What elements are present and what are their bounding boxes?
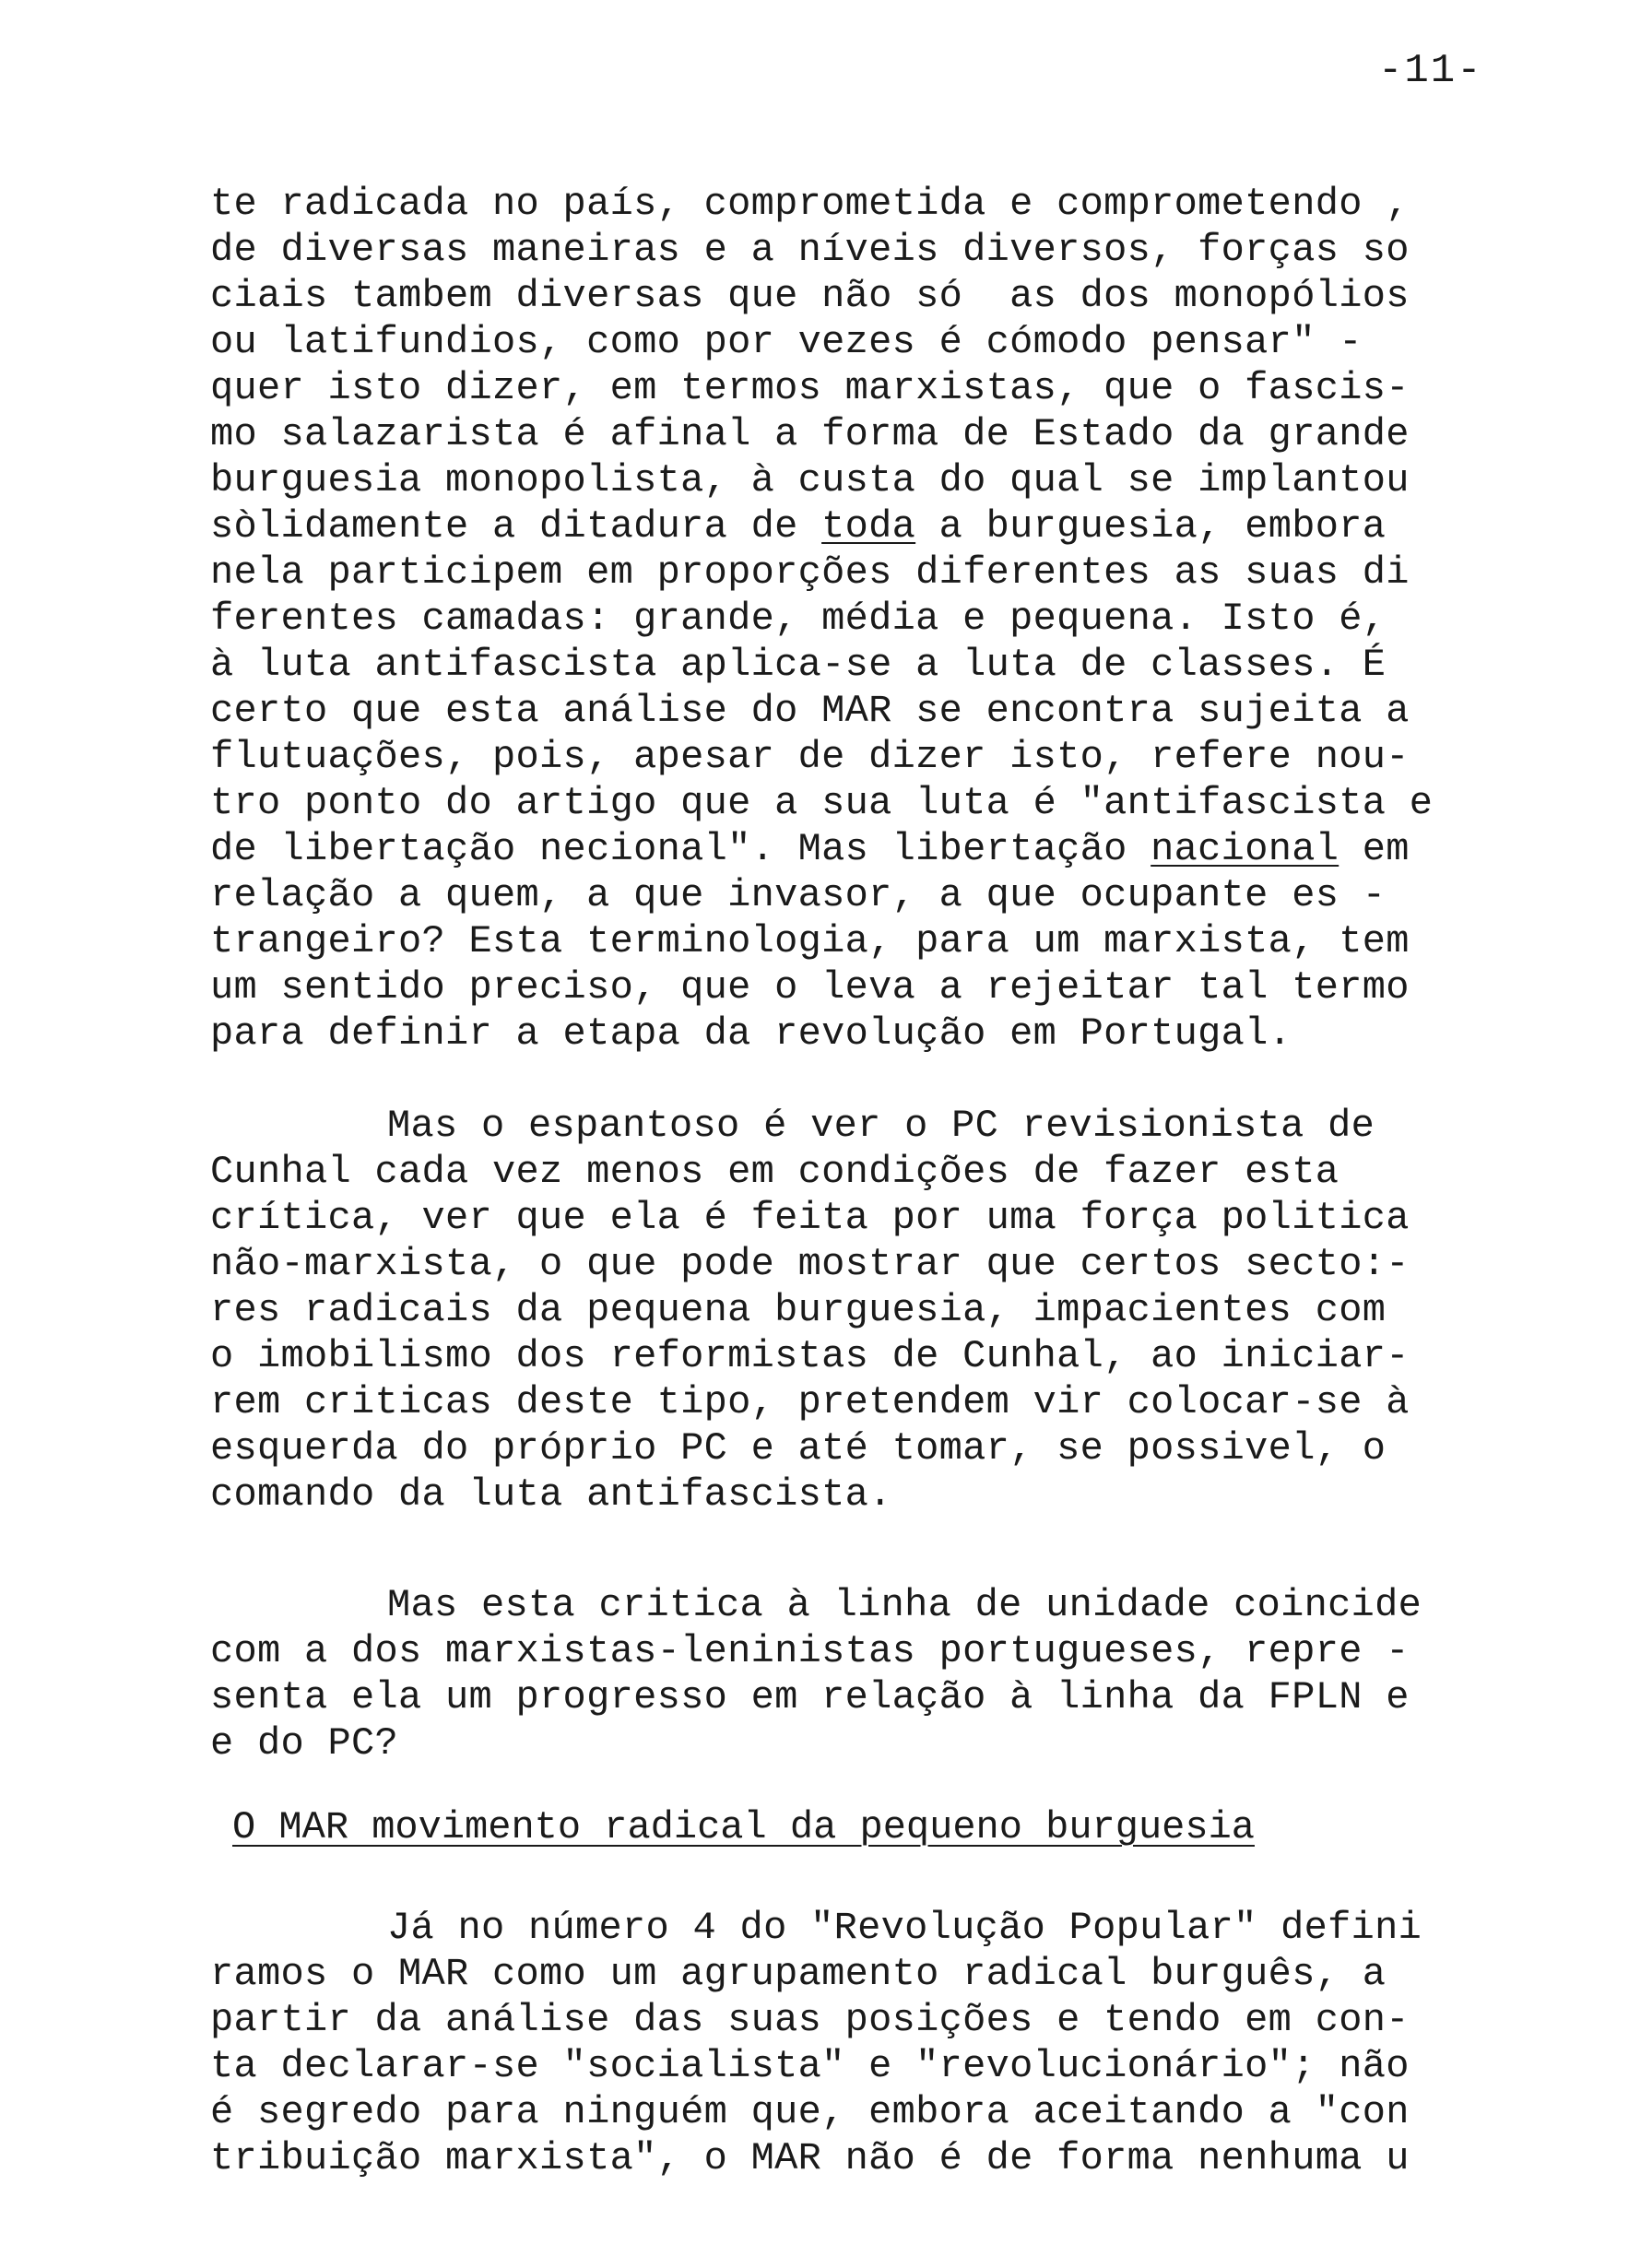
text-line: ou latifundios, como por vezes é cómodo pensar" -: [210, 320, 1363, 364]
text-line: relação a quem, a que invasor, a que ocupante es -: [210, 873, 1386, 917]
page-number: -11-: [1378, 48, 1483, 94]
text-line: o imobilismo dos reformistas de Cunhal, ao iniciar-: [210, 1334, 1410, 1378]
text-line: ramos o MAR como um agrupamento radical burguês, a: [210, 1952, 1386, 1996]
text-line: nela participem em proporções diferentes as suas di: [210, 550, 1410, 595]
underlined-word: nacional: [1150, 827, 1339, 871]
section-heading: O MAR movimento radical da pequeno burguesia: [232, 1805, 1255, 1849]
text-line: mo salazarista é afinal a forma de Estado da grande: [210, 412, 1410, 456]
text-line: res radicais da pequena burguesia, impacientes com: [210, 1288, 1386, 1332]
text-line: Cunhal cada vez menos em condições de fazer esta: [210, 1150, 1339, 1194]
text-line: ferentes camadas: grande, média e pequena. Isto é,: [210, 597, 1386, 641]
text-line: à luta antifascista aplica-se a luta de classes. É: [210, 643, 1386, 687]
text-line: não-marxista, o que pode mostrar que certos secto:-: [210, 1242, 1410, 1286]
text-line: para definir a etapa da revolução em Portugal.: [210, 1011, 1292, 1056]
text-line: partir da análise das suas posições e tendo em con-: [210, 1998, 1410, 2042]
text-line: senta ela um progresso em relação à linha da FPLN e: [210, 1675, 1410, 1719]
text-line: trangeiro? Esta terminologia, para um marxista, tem: [210, 919, 1410, 963]
text-line: comando da luta antifascista.: [210, 1472, 892, 1517]
text-line: Mas esta critica à linha de unidade coincide: [387, 1583, 1422, 1627]
underlined-word: toda: [821, 504, 916, 549]
text-line: rem criticas deste tipo, pretendem vir colocar-se à: [210, 1380, 1410, 1424]
text-line: tribuição marxista", o MAR não é de forma nenhuma u: [210, 2136, 1410, 2180]
text-line: de libertação necional". Mas libertação nacional em: [210, 827, 1410, 871]
text-line: de diversas maneiras e a níveis diversos, forças so: [210, 228, 1410, 272]
text-line: quer isto dizer, em termos marxistas, que o fascis-: [210, 366, 1410, 410]
text-line: burguesia monopolista, à custa do qual se implantou: [210, 458, 1410, 502]
text-line: crítica, ver que ela é feita por uma força politica: [210, 1196, 1410, 1240]
text-line: te radicada no país, comprometida e comprometendo ,: [210, 182, 1410, 226]
text-line: ciais tambem diversas que não só as dos monopólios: [210, 274, 1410, 318]
text-line: com a dos marxistas-leninistas portugueses, repre -: [210, 1629, 1410, 1673]
text-line: tro ponto do artigo que a sua luta é "antifascista e: [210, 781, 1434, 825]
text-line: Já no número 4 do "Revolução Popular" defini: [387, 1906, 1422, 1950]
text-line: e do PC?: [210, 1721, 399, 1766]
text-line: um sentido preciso, que o leva a rejeitar tal termo: [210, 965, 1410, 1010]
text-line: certo que esta análise do MAR se encontra sujeita a: [210, 689, 1410, 733]
text-line: esquerda do próprio PC e até tomar, se possivel, o: [210, 1426, 1386, 1471]
text-line: sòlidamente a ditadura de toda a burguesia, embora: [210, 504, 1386, 549]
text-line: ta declarar-se "socialista" e "revolucionário"; não: [210, 2044, 1410, 2088]
text-line: é segredo para ninguém que, embora aceitando a "con: [210, 2090, 1410, 2134]
text-line: Mas o espantoso é ver o PC revisionista de: [387, 1104, 1375, 1148]
text-line: flutuações, pois, apesar de dizer isto, refere nou-: [210, 735, 1410, 779]
